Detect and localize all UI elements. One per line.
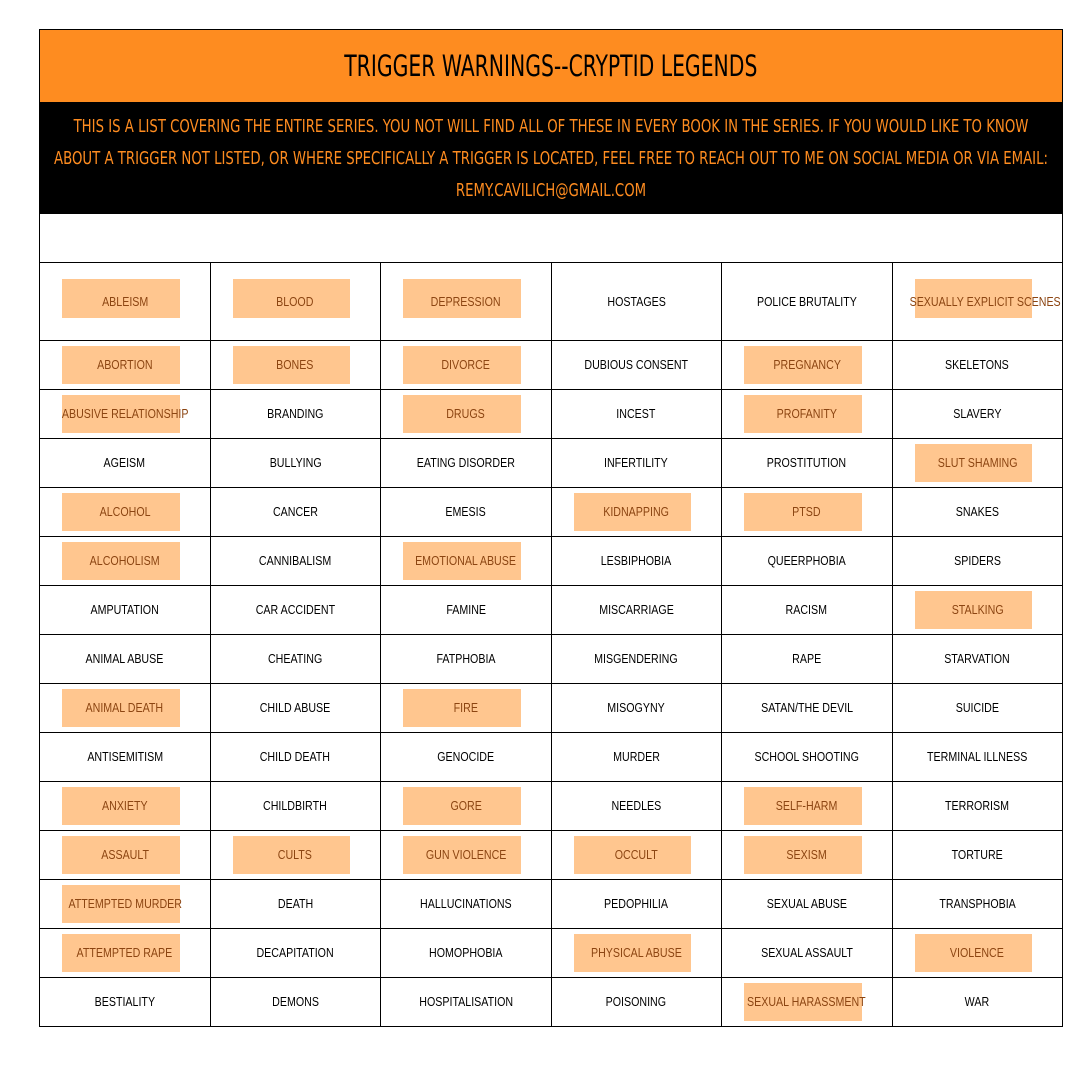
trigger-cell: [40, 929, 211, 978]
table-row: [40, 733, 1063, 782]
trigger-label: MISCARRIAGE: [598, 602, 674, 617]
trigger-label: KIDNAPPING: [603, 504, 670, 519]
trigger-cell: [551, 635, 722, 684]
trigger-cell: [381, 537, 552, 586]
table-row: [40, 263, 1063, 341]
trigger-label: PROFANITY: [776, 406, 837, 421]
trigger-label: FATPHOBIA: [436, 651, 496, 666]
trigger-cell: [210, 880, 381, 929]
trigger-label: TERMINAL ILLNESS: [927, 749, 1028, 764]
trigger-cell: [210, 733, 381, 782]
trigger-label: HOMOPHOBIA: [429, 945, 503, 960]
trigger-label: SEXISM: [786, 847, 827, 862]
trigger-label: HALLUCINATIONS: [419, 896, 512, 911]
trigger-label: SELF-HARM: [775, 798, 838, 813]
trigger-cell: [210, 684, 381, 733]
table-row: [40, 782, 1063, 831]
trigger-label: HOSPITALISATION: [418, 994, 513, 1009]
page-title: TRIGGER WARNINGS--CRYPTID LEGENDS: [344, 49, 758, 83]
trigger-label: DUBIOUS CONSENT: [584, 357, 689, 372]
trigger-cell: [40, 684, 211, 733]
trigger-cell: [722, 586, 893, 635]
trigger-cell: [210, 586, 381, 635]
trigger-cell: [551, 684, 722, 733]
trigger-label: ASSAULT: [100, 847, 149, 862]
trigger-cell: [722, 537, 893, 586]
trigger-label: POISONING: [606, 994, 667, 1009]
trigger-label: MISOGYNY: [607, 700, 665, 715]
trigger-label: DEPRESSION: [430, 293, 501, 309]
trigger-label: BULLYING: [269, 455, 322, 470]
trigger-cell: [722, 684, 893, 733]
trigger-cell: [40, 341, 211, 390]
trigger-cell: [381, 635, 552, 684]
trigger-cell: [381, 978, 552, 1027]
trigger-cell: [381, 488, 552, 537]
trigger-cell: [40, 439, 211, 488]
trigger-cell: [892, 733, 1063, 782]
notice-text: THIS IS A LIST COVERING THE ENTIRE SERIES. YOU NOT WILL FIND ALL OF THESE IN EVERY BOOK IN THE SERIES. IF YOU WOULD LIKE TO KNOW ABOUT A TRIGGER NOT LISTED, OR WHERE SPECIFICALLY A TRIGGER IS LOCATED, FEEL FREE TO REACH OUT TO ME ON SOCIAL MEDIA OR VIA EMAIL: REMY.CAVILICH@GMAIL.COM: [54, 115, 1048, 201]
trigger-cell: [40, 978, 211, 1027]
trigger-table: [39, 262, 1063, 1027]
trigger-table-body: [40, 263, 1063, 1027]
trigger-label: SNAKES: [955, 504, 999, 519]
table-row: [40, 586, 1063, 635]
trigger-cell: [551, 978, 722, 1027]
trigger-cell: [892, 684, 1063, 733]
trigger-label: WAR: [964, 994, 990, 1009]
trigger-label: PEDOPHILIA: [604, 896, 669, 911]
table-row: [40, 831, 1063, 880]
trigger-cell: [892, 831, 1063, 880]
trigger-label: DRUGS: [446, 406, 485, 421]
trigger-label: PREGNANCY: [772, 357, 841, 372]
trigger-cell: [892, 439, 1063, 488]
table-row: [40, 929, 1063, 978]
trigger-cell: [381, 586, 552, 635]
trigger-label: ANIMAL ABUSE: [85, 651, 164, 666]
trigger-cell: [210, 341, 381, 390]
table-row: [40, 684, 1063, 733]
trigger-label: DIVORCE: [441, 357, 491, 372]
trigger-label: SEXUALLY EXPLICIT SCENES: [909, 293, 1061, 309]
trigger-cell: [210, 390, 381, 439]
trigger-cell: [40, 390, 211, 439]
trigger-cell: [551, 733, 722, 782]
trigger-label: ATTEMPTED RAPE: [76, 945, 173, 960]
trigger-cell: [40, 880, 211, 929]
trigger-label: DECAPITATION: [256, 945, 334, 960]
trigger-cell: [40, 586, 211, 635]
trigger-label: SLUT SHAMING: [937, 455, 1018, 470]
trigger-cell: [892, 782, 1063, 831]
trigger-label: SEXUAL HARASSMENT: [747, 994, 867, 1009]
trigger-label: SKELETONS: [945, 357, 1010, 372]
trigger-label: BRANDING: [267, 406, 324, 421]
trigger-cell: [722, 488, 893, 537]
trigger-cell: [210, 488, 381, 537]
table-row: [40, 390, 1063, 439]
trigger-cell: [892, 263, 1063, 341]
trigger-label: RAPE: [792, 651, 822, 666]
trigger-label: ANIMAL DEATH: [85, 700, 164, 715]
table-row: [40, 978, 1063, 1027]
trigger-label: INFERTILITY: [604, 455, 669, 470]
trigger-cell: [210, 782, 381, 831]
trigger-label: ABUSIVE RELATIONSHIP: [61, 406, 189, 421]
trigger-cell: [892, 390, 1063, 439]
trigger-cell: [381, 341, 552, 390]
trigger-cell: [551, 537, 722, 586]
trigger-label: ABORTION: [96, 357, 153, 372]
trigger-cell: [381, 831, 552, 880]
trigger-cell: [40, 733, 211, 782]
table-row: [40, 537, 1063, 586]
trigger-label: FAMINE: [445, 602, 486, 617]
trigger-label: ABLEISM: [101, 293, 148, 309]
trigger-label: TERRORISM: [945, 798, 1010, 813]
trigger-label: ANXIETY: [101, 798, 148, 813]
trigger-cell: [381, 733, 552, 782]
table-row: [40, 341, 1063, 390]
trigger-cell: [551, 390, 722, 439]
trigger-cell: [210, 263, 381, 341]
trigger-cell: [381, 782, 552, 831]
trigger-cell: [210, 635, 381, 684]
trigger-cell: [722, 782, 893, 831]
trigger-label: CANCER: [272, 504, 318, 519]
trigger-label: QUEERPHOBIA: [767, 553, 846, 568]
trigger-label: STALKING: [951, 602, 1004, 617]
trigger-label: ALCOHOL: [99, 504, 151, 519]
table-row: [40, 635, 1063, 684]
trigger-label: AGEISM: [104, 455, 146, 470]
trigger-cell: [381, 439, 552, 488]
trigger-label: SATAN/THE DEVIL: [760, 700, 853, 715]
trigger-cell: [722, 831, 893, 880]
trigger-cell: [551, 439, 722, 488]
trigger-cell: [722, 978, 893, 1027]
spacer-row: [39, 214, 1063, 262]
trigger-label: OCCULT: [614, 847, 658, 862]
trigger-cell: [551, 880, 722, 929]
trigger-cell: [381, 880, 552, 929]
trigger-cell: [551, 488, 722, 537]
table-row: [40, 880, 1063, 929]
trigger-label: BESTIALITY: [94, 994, 155, 1009]
trigger-label: MISGENDERING: [594, 651, 679, 666]
trigger-cell: [551, 782, 722, 831]
trigger-cell: [381, 684, 552, 733]
trigger-cell: [40, 263, 211, 341]
trigger-label: AMPUTATION: [90, 602, 159, 617]
trigger-label: EATING DISORDER: [416, 455, 515, 470]
trigger-cell: [210, 439, 381, 488]
trigger-label: PROSTITUTION: [767, 455, 847, 470]
trigger-label: GORE: [450, 798, 482, 813]
trigger-cell: [210, 537, 381, 586]
trigger-label: FIRE: [453, 700, 478, 715]
notice-banner: [39, 103, 1063, 214]
trigger-cell: [892, 978, 1063, 1027]
trigger-label: EMOTIONAL ABUSE: [415, 553, 517, 568]
trigger-cell: [722, 390, 893, 439]
trigger-label: ATTEMPTED MURDER: [67, 896, 182, 911]
trigger-warning-sheet: [39, 29, 1063, 1027]
trigger-label: STARVATION: [944, 651, 1011, 666]
trigger-label: CHILD DEATH: [260, 749, 331, 764]
title-bar: [39, 29, 1063, 103]
trigger-cell: [892, 341, 1063, 390]
trigger-cell: [381, 390, 552, 439]
trigger-label: SEXUAL ABUSE: [766, 896, 847, 911]
trigger-cell: [551, 586, 722, 635]
trigger-cell: [551, 263, 722, 341]
trigger-cell: [892, 537, 1063, 586]
trigger-label: LESBIPHOBIA: [600, 553, 672, 568]
trigger-label: CHEATING: [268, 651, 323, 666]
trigger-label: GUN VIOLENCE: [425, 847, 507, 862]
trigger-label: TRANSPHOBIA: [939, 896, 1016, 911]
trigger-cell: [722, 733, 893, 782]
trigger-label: BLOOD: [276, 293, 314, 309]
trigger-label: ALCOHOLISM: [89, 553, 160, 568]
trigger-label: CHILD ABUSE: [259, 700, 331, 715]
trigger-cell: [40, 488, 211, 537]
trigger-cell: [722, 341, 893, 390]
trigger-label: DEMONS: [271, 994, 319, 1009]
trigger-cell: [892, 635, 1063, 684]
trigger-label: SEXUAL ASSAULT: [760, 945, 853, 960]
trigger-cell: [551, 929, 722, 978]
trigger-cell: [210, 831, 381, 880]
trigger-label: CAR ACCIDENT: [255, 602, 335, 617]
trigger-cell: [40, 782, 211, 831]
trigger-label: EMESIS: [445, 504, 486, 519]
trigger-cell: [722, 263, 893, 341]
trigger-label: CHILDBIRTH: [263, 798, 328, 813]
trigger-cell: [551, 831, 722, 880]
trigger-label: POLICE BRUTALITY: [756, 293, 857, 309]
trigger-label: TORTURE: [951, 847, 1003, 862]
trigger-cell: [210, 978, 381, 1027]
trigger-label: DEATH: [277, 896, 313, 911]
trigger-cell: [381, 263, 552, 341]
trigger-label: SPIDERS: [953, 553, 1001, 568]
trigger-label: RACISM: [786, 602, 828, 617]
trigger-label: CANNIBALISM: [259, 553, 332, 568]
table-row: [40, 439, 1063, 488]
trigger-label: ANTISEMITISM: [86, 749, 163, 764]
trigger-cell: [40, 831, 211, 880]
trigger-cell: [210, 929, 381, 978]
trigger-label: SCHOOL SHOOTING: [754, 749, 859, 764]
trigger-cell: [892, 488, 1063, 537]
trigger-cell: [722, 439, 893, 488]
trigger-cell: [722, 929, 893, 978]
trigger-label: PTSD: [792, 504, 821, 519]
trigger-label: VIOLENCE: [950, 945, 1005, 960]
trigger-label: HOSTAGES: [607, 293, 666, 309]
trigger-cell: [551, 341, 722, 390]
trigger-cell: [381, 929, 552, 978]
trigger-cell: [40, 635, 211, 684]
table-row: [40, 488, 1063, 537]
trigger-cell: [722, 635, 893, 684]
trigger-label: MURDER: [612, 749, 660, 764]
trigger-label: INCEST: [616, 406, 656, 421]
trigger-label: SLAVERY: [953, 406, 1002, 421]
trigger-label: GENOCIDE: [437, 749, 495, 764]
trigger-cell: [892, 929, 1063, 978]
trigger-cell: [892, 880, 1063, 929]
trigger-label: SUICIDE: [955, 700, 999, 715]
trigger-label: BONES: [276, 357, 314, 372]
trigger-cell: [892, 586, 1063, 635]
trigger-cell: [722, 880, 893, 929]
trigger-cell: [40, 537, 211, 586]
trigger-label: CULTS: [278, 847, 313, 862]
trigger-label: NEEDLES: [611, 798, 662, 813]
trigger-label: PHYSICAL ABUSE: [590, 945, 682, 960]
